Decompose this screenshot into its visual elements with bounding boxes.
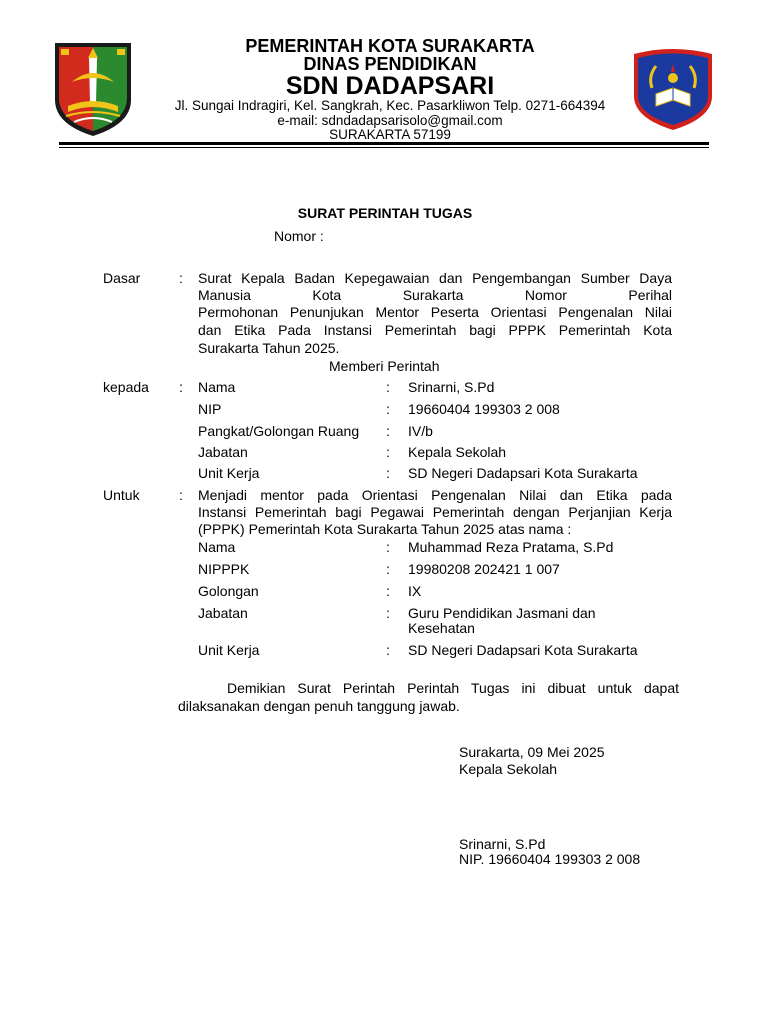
basis-colon: : — [179, 270, 183, 286]
surakarta-city-emblem — [52, 40, 134, 138]
place-date: Surakarta, 09 Mei 2025 — [459, 744, 605, 760]
assignor-rank-value: IV/b — [408, 423, 433, 439]
basis-line-4: dan Etika Pada Instansi Pemerintah bagi PPPK Pemerintah Kota — [198, 322, 672, 338]
letterhead-city-zip: SURAKARTA 57199 — [329, 127, 451, 142]
assignee-position-value-cont: Kesehatan — [408, 620, 475, 636]
letterhead-divider-thick — [59, 142, 709, 145]
assignor-unit-label: Unit Kerja — [198, 465, 260, 481]
signer-name: Srinarni, S.Pd — [459, 836, 546, 852]
letter-title: SURAT PERINTAH TUGAS — [297, 205, 473, 221]
assignor-nip-colon: : — [386, 401, 390, 417]
assignor-name-value: Srinarni, S.Pd — [408, 379, 495, 395]
assignee-nipppk-label: NIPPPK — [198, 561, 250, 577]
purpose-line-3: (PPPK) Pemerintah Kota Surakarta Tahun 2025 atas nama : — [198, 521, 572, 537]
assignor-position-colon: : — [386, 444, 390, 460]
assignee-unit-colon: : — [386, 642, 390, 658]
assignor-rank-colon: : — [386, 423, 390, 439]
assignee-nipppk-value: 19980208 202421 1 007 — [408, 561, 560, 577]
letterhead-email: e-mail: sdndadapsarisolo@gmail.com — [277, 113, 503, 128]
order-heading: Memberi Perintah — [329, 358, 440, 374]
assignor-name-label: Nama — [198, 379, 236, 395]
assignee-unit-value: SD Negeri Dadapsari Kota Surakarta — [408, 642, 638, 658]
assignee-position-value: Guru Pendidikan Jasmani dan — [408, 605, 596, 621]
assignor-unit-colon: : — [386, 465, 390, 481]
letterhead-address: Jl. Sungai Indragiri, Kel. Sangkrah, Kec. Pasarkliwon Telp. 0271-664394 — [174, 98, 606, 113]
letterhead-government: PEMERINTAH KOTA SURAKARTA — [245, 36, 535, 56]
letterhead-agency: DINAS PENDIDIKAN — [303, 54, 477, 74]
assignor-nip-label: NIP — [198, 401, 222, 417]
letter-number-label: Nomor : — [274, 228, 324, 244]
assignor-rank-label: Pangkat/Golongan Ruang — [198, 423, 360, 439]
purpose-colon: : — [179, 487, 183, 503]
assignee-grade-label: Golongan — [198, 583, 259, 599]
basis-line-2: Manusia Kota Surakarta Nomor Perihal — [198, 287, 672, 303]
assignee-name-label: Nama — [198, 539, 236, 555]
assignee-name-colon: : — [386, 539, 390, 555]
assignee-unit-label: Unit Kerja — [198, 642, 260, 658]
assignor-name-colon: : — [386, 379, 390, 395]
basis-label: Dasar — [103, 270, 141, 286]
assignee-position-label: Jabatan — [198, 605, 248, 621]
basis-line-1: Surat Kepala Badan Kepegawaian dan Pengembangan Sumber Daya — [198, 270, 672, 286]
assignor-unit-value: SD Negeri Dadapsari Kota Surakarta — [408, 465, 638, 481]
letterhead-school-name: SDN DADAPSARI — [285, 72, 495, 100]
signer-title: Kepala Sekolah — [459, 761, 558, 777]
to-label: kepada — [103, 379, 149, 395]
signer-nip: NIP. 19660404 199303 2 008 — [459, 851, 641, 867]
closing-line-1: Demikian Surat Perintah Perintah Tugas ini dibuat untuk dapat — [227, 680, 679, 696]
closing-line-2: dilaksanakan dengan penuh tanggung jawab. — [178, 698, 460, 714]
purpose-line-2: Instansi Pemerintah bagi Pegawai Pemerintah dengan Perjanjian Kerja — [198, 504, 672, 520]
basis-line-5: Surakarta Tahun 2025. — [198, 340, 340, 356]
to-colon: : — [179, 379, 183, 395]
purpose-line-1: Menjadi mentor pada Orientasi Pengenalan Nilai dan Etika pada — [198, 487, 672, 503]
assignee-grade-value: IX — [408, 583, 422, 599]
basis-line-3: Permohonan Penunjukan Mentor Peserta Orientasi Pengenalan Nilai — [198, 304, 672, 320]
school-emblem — [632, 48, 714, 132]
assignee-position-colon: : — [386, 605, 390, 621]
assignor-nip-value: 19660404 199303 2 008 — [408, 401, 560, 417]
assignee-nipppk-colon: : — [386, 561, 390, 577]
letterhead-divider-thin — [59, 147, 709, 148]
assignor-position-value: Kepala Sekolah — [408, 444, 507, 460]
assignor-position-label: Jabatan — [198, 444, 248, 460]
assignee-name-value: Muhammad Reza Pratama, S.Pd — [408, 539, 614, 555]
assignee-grade-colon: : — [386, 583, 390, 599]
purpose-label: Untuk — [103, 487, 140, 503]
